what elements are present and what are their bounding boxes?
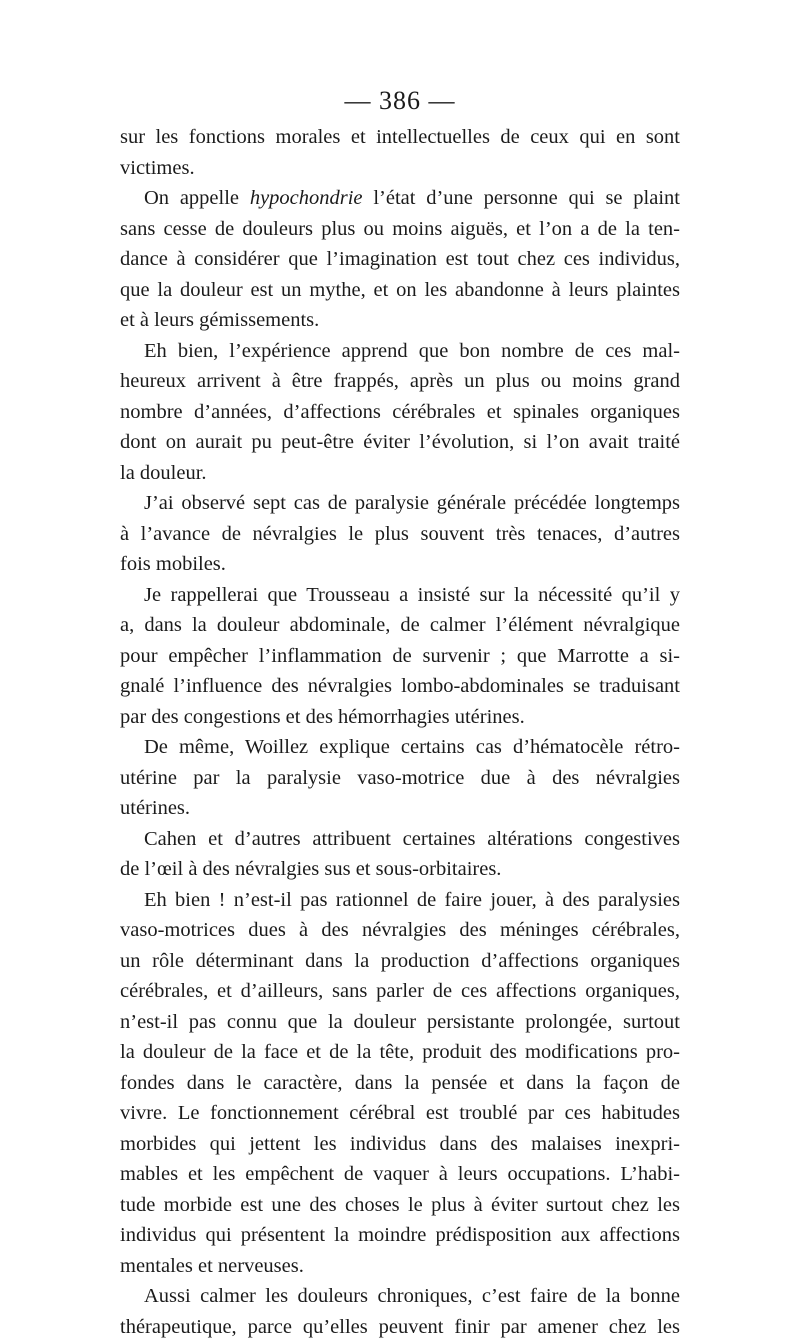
text-line: thérapeutique, parce qu’elles peuvent finir par amener chez les <box>120 1312 680 1342</box>
text-line: De même, Woillez explique certains cas d’hématocèle rétro- <box>120 732 680 763</box>
text-line: Cahen et d’autres attribuent certaines altérations congestives <box>120 824 680 855</box>
text-line: vaso-motrices dues à des névralgies des méninges cérébrales, <box>120 915 680 946</box>
page-number: — 386 — <box>0 84 800 118</box>
text-line: tude morbide est une des choses le plus à éviter surtout chez les <box>120 1190 680 1221</box>
text-line: heureux arrivent à être frappés, après un plus ou moins grand <box>120 366 680 397</box>
text-line: Aussi calmer les douleurs chroniques, c’est faire de la bonne <box>120 1281 680 1312</box>
text-line: utérine par la paralysie vaso-motrice due à des névralgies <box>120 763 680 794</box>
text-line: Eh bien ! n’est-il pas rationnel de faire jouer, à des paralysies <box>120 885 680 916</box>
text-line: victimes. <box>120 153 680 184</box>
text-line: pour empêcher l’inflammation de survenir ; que Marrotte a si- <box>120 641 680 672</box>
text-line: par des congestions et des hémorrhagies utérines. <box>120 702 680 733</box>
text-line: et à leurs gémissements. <box>120 305 680 336</box>
text-line: à l’avance de névralgies le plus souvent très tenaces, d’autres <box>120 519 680 550</box>
text-line: cérébrales, et d’ailleurs, sans parler de ces affections organiques, <box>120 976 680 1007</box>
text-line: utérines. <box>120 793 680 824</box>
text-line: n’est-il pas connu que la douleur persistante prolongée, surtout <box>120 1007 680 1038</box>
text-line: mentales et nerveuses. <box>120 1251 680 1282</box>
text-line: de l’œil à des névralgies sus et sous-orbitaires. <box>120 854 680 885</box>
text-line: Eh bien, l’expérience apprend que bon nombre de ces mal- <box>120 336 680 367</box>
body-text <box>120 122 680 1342</box>
text-line: vivre. Le fonctionnement cérébral est troublé par ces habitudes <box>120 1098 680 1129</box>
text-line: fondes dans le caractère, dans la pensée et dans la façon de <box>120 1068 680 1099</box>
text-line: dont on aurait pu peut-être éviter l’évolution, si l’on avait traité <box>120 427 680 458</box>
text-line: la douleur. <box>120 458 680 489</box>
text-line: a, dans la douleur abdominale, de calmer l’élément névralgique <box>120 610 680 641</box>
text-line: dance à considérer que l’imagination est tout chez ces individus, <box>120 244 680 275</box>
text-line: fois mobiles. <box>120 549 680 580</box>
text-line: mables et les empêchent de vaquer à leurs occupations. L’habi- <box>120 1159 680 1190</box>
text-line: sur les fonctions morales et intellectuelles de ceux qui en sont <box>120 122 680 153</box>
text-line: morbides qui jettent les individus dans des malaises inexpri- <box>120 1129 680 1160</box>
text-line: J’ai observé sept cas de paralysie générale précédée longtemps <box>120 488 680 519</box>
text-line: que la douleur est un mythe, et on les abandonne à leurs plaintes <box>120 275 680 306</box>
text-line: individus qui présentent la moindre prédisposition aux affections <box>120 1220 680 1251</box>
text-line: sans cesse de douleurs plus ou moins aiguës, et l’on a de la ten- <box>120 214 680 245</box>
text-line: Je rappellerai que Trousseau a insisté sur la nécessité qu’il y <box>120 580 680 611</box>
text-line: On appelle hypochondrie l’état d’une personne qui se plaint <box>120 183 680 214</box>
text-line: nombre d’années, d’affections cérébrales et spinales organiques <box>120 397 680 428</box>
text-line: un rôle déterminant dans la production d’affections organiques <box>120 946 680 977</box>
text-line: gnalé l’influence des névralgies lombo-abdominales se traduisant <box>120 671 680 702</box>
text-line: la douleur de la face et de la tête, produit des modifications pro- <box>120 1037 680 1068</box>
